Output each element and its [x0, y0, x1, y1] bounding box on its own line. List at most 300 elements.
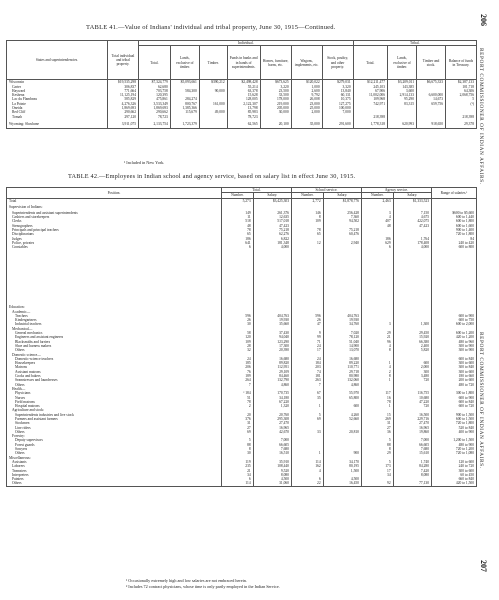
table-cell: 5: [291, 413, 323, 417]
table-cell: 30: [222, 322, 254, 326]
table-cell: 55,214: [227, 85, 260, 89]
table-cell: 6: [222, 245, 254, 249]
table-cell: 600 to 800: [432, 245, 477, 249]
table-cell: 78: [222, 400, 254, 404]
table-cell: 186: [222, 237, 254, 241]
table-cell: 8,080: [393, 473, 431, 477]
table-cell: 29,109: [253, 370, 291, 374]
table-cell: 918,650: [417, 119, 446, 129]
row-label: Disciplinarians: [7, 232, 222, 236]
table-cell: 629: [361, 241, 393, 245]
table-cell: 7: [222, 383, 254, 387]
t42-col-position: Position.: [7, 188, 222, 199]
table-cell: 7,000: [253, 438, 291, 442]
table-cell: 11: [222, 215, 254, 219]
table-cell: 109,968: [353, 97, 387, 101]
table-cell: 127,275: [322, 102, 353, 106]
table-cell: 80,980: [323, 374, 361, 378]
table-cell: 173: [361, 464, 393, 468]
table-cell: 3: [361, 211, 393, 215]
table-cell: 600 to 840: [432, 400, 477, 404]
table-cell: 2,940: [323, 241, 361, 245]
table-cell: 8: [361, 447, 393, 451]
table-cell: 15,610: [393, 451, 431, 455]
table-cell: 2: [361, 370, 393, 374]
table-cell: 4,260: [323, 413, 361, 417]
table-cell: 78: [222, 228, 254, 232]
row-label: Field matrons: [7, 400, 222, 404]
table-cell: 14,673: [417, 97, 446, 101]
table-cell: 34,180: [253, 396, 291, 400]
table-cell: 30: [222, 451, 254, 455]
t41-col-ind-wagons: Wagons, implements, etc.: [291, 46, 322, 80]
row-label: Red Cliff: [7, 110, 108, 114]
running-head-bottom: REPORT COMMISSIONER OF INDIAN AFFAIRS.: [478, 332, 484, 469]
row-label: Mechanical—: [7, 327, 222, 331]
table-cell: 2,068,756: [446, 93, 477, 97]
table-cell: 7: [291, 383, 323, 387]
row-label: Miscellaneous:: [7, 456, 222, 460]
row-label: Others: [7, 383, 222, 387]
table41-title: TABLE 41.—Value of Indians' individual and tribal property, June 30, 1915—Continued.: [86, 24, 336, 31]
t41-col-tr-total: Total.: [353, 46, 387, 80]
table-cell: 703,758: [139, 89, 171, 93]
table-cell: 48: [222, 224, 254, 228]
table-cell: 12: [291, 241, 323, 245]
table-cell: $12,211,477: [353, 80, 387, 85]
row-label: Painters: [7, 477, 222, 481]
table41: [6, 40, 477, 129]
row-label: Engineers and assistant engineers: [7, 335, 222, 339]
table-cell: 75,218: [323, 228, 361, 232]
table-cell: 720 to 1,200: [432, 447, 477, 451]
table-cell: 585,829: [108, 97, 139, 101]
table-cell: 5: [361, 460, 393, 464]
table-cell: 10,680: [393, 396, 431, 400]
row-label: Agriculture and stock:: [7, 408, 222, 412]
table-cell: [253, 203, 291, 211]
row-label: Wisconsin: [7, 80, 108, 85]
table-cell: 4: [361, 365, 393, 369]
t41-col-ind-funds: Funds in banks and in hands of superintendents.: [227, 46, 260, 80]
table-cell: 27,470: [393, 421, 431, 425]
table-cell: 261,376: [253, 211, 291, 215]
table-cell: 109: [222, 340, 254, 344]
table-cell: 47: [291, 322, 323, 326]
table-cell: 300 to 600: [432, 361, 477, 365]
table-cell: 26,008: [291, 97, 322, 101]
table-cell: 123,290: [253, 340, 291, 344]
table-cell: 27: [361, 426, 393, 430]
table-cell: 218,398: [446, 115, 477, 119]
table-cell: 181,348: [253, 241, 291, 245]
table-cell: 300: [393, 370, 431, 374]
table-cell: 101,718: [446, 85, 477, 89]
t41-group-individual: Individual.: [139, 41, 354, 46]
table-cell: 178,000: [260, 97, 291, 101]
table-cell: 55,970: [323, 391, 361, 395]
table-cell: 720 to 1,080: [432, 451, 477, 455]
table-cell: 20: [222, 413, 254, 417]
table-cell: 1,385,366: [170, 106, 199, 110]
table-cell: 5: [446, 97, 477, 101]
row-label: Oneida: [7, 106, 108, 110]
table-cell: 1,869,693: [108, 106, 139, 110]
table-cell: 49,000: [199, 110, 227, 114]
table-cell: 240 to 420: [432, 241, 477, 245]
table-cell: 17,300: [253, 344, 291, 348]
table-cell: 480 to 960: [432, 340, 477, 344]
table-cell: 116,755: [393, 391, 431, 395]
table-cell: 620,993: [388, 119, 417, 129]
t42-group-total: Total.: [222, 188, 292, 193]
table-cell: 110,771: [323, 365, 361, 369]
table-cell: 19,930: [253, 318, 291, 322]
document-page: [6, 0, 477, 600]
table-cell: 47,423: [253, 224, 291, 228]
table-cell: 78,723: [139, 115, 171, 119]
table-cell: 11,125,194: [108, 93, 139, 97]
table-cell: $390,212: [199, 80, 227, 85]
table-cell: 205,000: [260, 106, 291, 110]
table-cell: 12,635: [253, 215, 291, 219]
table-cell: $2,498,428: [227, 80, 260, 85]
table-cell: 115,679: [170, 110, 199, 114]
row-label: Cashiers and storekeepers: [7, 215, 222, 219]
table-row: [7, 250, 477, 310]
table-cell: [432, 250, 477, 310]
t42-sub-salary: Salary.: [393, 193, 431, 198]
table-cell: 1,723,379: [170, 119, 199, 129]
table-cell: 1: [361, 378, 393, 382]
table-cell: 64,306: [446, 89, 477, 93]
row-label: Deputy supervisors: [7, 438, 222, 442]
row-label: Forestry:: [7, 434, 222, 438]
table-cell: 600 to 900: [432, 314, 477, 318]
table-row: [7, 481, 477, 486]
table-cell: 218,398: [353, 115, 387, 119]
table-cell: 71: [291, 340, 323, 344]
table-cell: 15,920: [393, 335, 431, 339]
table-cell: 51,040: [323, 340, 361, 344]
table-cell: 4: [291, 469, 323, 473]
table-cell: 480 to 720: [432, 383, 477, 387]
table-cell: 300 to 600: [432, 469, 477, 473]
table-cell: 17: [291, 348, 323, 352]
table-cell: $6,675,333: [417, 80, 446, 85]
table-cell: 3,533,349: [139, 102, 171, 106]
table-cell: 178,408: [393, 241, 431, 245]
table-cell: 13,070: [323, 348, 361, 352]
table-cell: 9: [291, 331, 323, 335]
table-cell: [361, 203, 393, 211]
table-cell: 600 to 1,800: [432, 219, 477, 223]
row-label: Superintendents industries and live stock: [7, 413, 222, 417]
table-cell: 33: [291, 430, 323, 434]
row-label: Clerks: [7, 219, 222, 223]
table-cell: 376: [222, 417, 254, 421]
row-label: Judges: [7, 237, 222, 241]
t42-sub-salary: Salary.: [323, 193, 361, 198]
table-cell: 2,400: [393, 344, 431, 348]
table-cell: 84,280: [393, 464, 431, 468]
table-cell: 720: [393, 404, 431, 408]
t42-sub-number: Number.: [291, 193, 323, 198]
table-cell: 800,767: [170, 102, 199, 106]
table-cell: 185: [222, 361, 254, 365]
table-cell: 235: [222, 464, 254, 468]
table-cell: 475,861: [139, 97, 171, 101]
table-cell: 6: [361, 245, 393, 249]
table-cell: $5,093,661: [170, 80, 199, 85]
row-label: Seamstresses and laundresses: [7, 378, 222, 382]
table-cell: 6: [222, 477, 254, 481]
table-cell: 290,662: [139, 110, 171, 114]
table-cell: 58: [222, 331, 254, 335]
table-cell: 66,380: [393, 340, 431, 344]
table-cell: 31: [222, 421, 254, 425]
table-cell: 15: [361, 413, 393, 417]
table-cell: 269: [361, 417, 393, 421]
table-cell: 900 to 1,400: [432, 228, 477, 232]
table-cell: $19,535,298: [108, 80, 139, 85]
table-cell: 1,764: [393, 237, 431, 241]
table-cell: 1: [361, 361, 393, 365]
table-cell: 31,060: [253, 481, 291, 486]
table-cell: 65,800: [323, 396, 361, 400]
table-cell: 62,565: [227, 119, 260, 129]
t41-col-tr-lands: Lands, exclusive of timber.: [388, 46, 417, 80]
t41-col-total-all: Total individual and tribal property.: [108, 41, 139, 80]
table-cell: 74: [291, 370, 323, 374]
table-cell: 24: [222, 357, 254, 361]
row-label: Keshena: [7, 93, 108, 97]
table-cell: 83,315: [388, 102, 417, 106]
t41-group-tribal: Tribal.: [353, 41, 476, 46]
table-cell: 600 to 1,440: [432, 215, 477, 219]
row-label: Carter: [7, 85, 108, 89]
table-cell: 422,075: [393, 219, 431, 223]
table-cell: 600 to 1,600: [432, 224, 477, 228]
table-cell: 720 to 1,800: [432, 421, 477, 425]
table-cell: 641: [222, 241, 254, 245]
table-cell: 7,000: [322, 110, 353, 114]
row-label: Forest guards: [7, 443, 222, 447]
table-cell: 35: [291, 396, 323, 400]
table-cell: 35,000: [291, 119, 322, 129]
table-cell: 89,820: [253, 361, 291, 365]
table-cell: 480 to 900: [432, 443, 477, 447]
table-cell: 420 to 1,500: [432, 481, 477, 486]
table-cell: 600: [393, 361, 431, 365]
table-cell: 13,840: [322, 89, 353, 93]
table-cell: 2: [222, 404, 254, 408]
row-label: Superintendents and assistant superintendents: [7, 211, 222, 215]
table-cell: 1,869,693: [139, 106, 171, 110]
table-cell: 60,476: [323, 232, 361, 236]
row-label: Cooks and bakers: [7, 374, 222, 378]
row-label: La Pointe: [7, 102, 108, 106]
table-cell: 2,000: [291, 110, 322, 114]
table-cell: [432, 203, 477, 211]
table-cell: $673,625: [260, 80, 291, 85]
table-cell: 900: [323, 451, 361, 455]
table-cell: 189: [222, 374, 254, 378]
row-label: Industrial teachers: [7, 322, 222, 326]
row-label: Line riders: [7, 426, 222, 430]
table-cell: 596: [291, 314, 323, 318]
table-cell: 34,760: [323, 322, 361, 326]
page-number-right: 207: [479, 560, 488, 572]
table-cell: 1,740: [393, 460, 431, 464]
row-label: Hayward: [7, 89, 108, 93]
running-head-top: REPORT COMMISSIONER OF INDIAN AFFAIRS.: [478, 48, 484, 185]
table-cell: 78: [291, 228, 323, 232]
table-cell: 240 to 720: [432, 464, 477, 468]
table-cell: 1,778,318: [353, 119, 387, 129]
table-cell: 1,300: [393, 322, 431, 326]
table-cell: 520 to 840: [432, 426, 477, 430]
table-cell: 69: [222, 430, 254, 434]
table-cell: 4,860: [253, 383, 291, 387]
table-cell: [253, 250, 291, 310]
row-label: Constables: [7, 245, 222, 249]
table-cell: 7,420: [393, 469, 431, 473]
table-cell: 16,680: [323, 357, 361, 361]
row-label: Hospital matrons: [7, 404, 222, 408]
table-cell: 720: [393, 378, 431, 382]
t42-sub-salary: Salary.: [253, 193, 291, 198]
table-cell: 600 to 2,000: [432, 322, 477, 326]
row-label: Academic—: [7, 310, 222, 314]
table-cell: 2,772: [291, 198, 323, 203]
table-cell: [323, 203, 361, 211]
table-cell: $279,031: [322, 80, 353, 85]
row-label: Interpreters: [7, 473, 222, 477]
table-cell: 36: [361, 430, 393, 434]
table-cell: 290,662: [108, 110, 139, 114]
t41-col-tr-balance: Balance of funds in Treasury.: [446, 46, 477, 80]
table-cell: 132,060: [323, 378, 361, 382]
table-cell: 16,450: [323, 481, 361, 486]
t41-col-ind-lands: Lands, exclusive of timber.: [170, 46, 199, 80]
row-label: Others: [7, 481, 222, 486]
table-cell: 1,320: [253, 404, 291, 408]
row-label: Others: [7, 430, 222, 434]
table-cell: 20,100: [260, 119, 291, 129]
table-cell: 77,130: [393, 481, 431, 486]
table-cell: 600 to 840: [432, 357, 477, 361]
table-cell: 62,276: [253, 232, 291, 236]
row-label: Principals and principal teachers: [7, 228, 222, 232]
table-cell: 7,000: [393, 438, 431, 442]
table-cell: 203: [291, 365, 323, 369]
table-cell: 3,911,075: [108, 119, 139, 129]
table-cell: $2,387,133: [446, 80, 477, 85]
table-cell: 2,463: [361, 198, 393, 203]
table-cell: 29,718: [323, 370, 361, 374]
table-cell: 8: [291, 215, 323, 219]
table-cell: 206: [222, 365, 254, 369]
table-cell: 27,470: [253, 421, 291, 425]
table-cell: 67,220: [253, 400, 291, 404]
t42-group-school: School service.: [291, 188, 361, 193]
table-cell: 34: [222, 473, 254, 477]
table-cell: 7,680: [393, 447, 431, 451]
table-cell: 78: [361, 400, 393, 404]
table-cell: 7,020: [323, 331, 361, 335]
table-cell: 4,500: [253, 477, 291, 481]
table-cell: 65: [222, 232, 254, 236]
table-cell: 284,274: [170, 97, 199, 101]
table-cell: 245,103: [353, 85, 387, 89]
table-cell: 20,760: [253, 413, 291, 417]
table-cell: 420 to 1,200: [432, 335, 477, 339]
table-cell: 180 to 660: [432, 374, 477, 378]
table-cell: 181: [291, 374, 323, 378]
table-cell: 517,018: [253, 219, 291, 223]
row-label: Lac du Flambeau: [7, 97, 108, 101]
table-cell: 600 to 900: [432, 396, 477, 400]
row-label: Supervision of Indians:: [7, 203, 222, 211]
table-cell: 119: [222, 460, 254, 464]
table-cell: 14,900: [323, 344, 361, 348]
table-cell: 24: [291, 357, 323, 361]
table-cell: 132,790: [253, 378, 291, 382]
table-cell: 3,220: [260, 85, 291, 89]
table-cell: 5: [222, 438, 254, 442]
table-cell: [222, 250, 254, 310]
table-cell: 600: [323, 404, 361, 408]
table-cell: 19,930: [323, 318, 361, 322]
table-cell: 90,000: [199, 89, 227, 93]
table-cell: 186: [361, 237, 393, 241]
table-cell: 4: [361, 215, 393, 219]
table-cell: 219,000: [260, 102, 291, 106]
table-cell: 771,664: [108, 89, 139, 93]
table-cell: 659,756: [417, 102, 446, 106]
table-cell: 95,290: [388, 97, 417, 101]
table-cell: 85,983: [227, 110, 260, 114]
table-row: [7, 119, 477, 129]
table-cell: 306,837: [108, 85, 139, 89]
table-cell: 146: [291, 211, 323, 215]
table-cell: 80,195: [323, 464, 361, 468]
row-label: Domestic science—: [7, 353, 222, 357]
table-cell: 8: [222, 447, 254, 451]
table-cell: 8,080: [253, 473, 291, 477]
table-cell: 600 to 1,500: [432, 417, 477, 421]
table-cell: 37,430: [253, 331, 291, 335]
table-cell: 3: [361, 322, 393, 326]
table-cell: 29: [361, 331, 393, 335]
t41-col-ind-homes: Homes, furniture, barns, etc.: [260, 46, 291, 80]
row-label: Total: [7, 198, 222, 203]
table-cell: 300 to 900: [432, 348, 477, 352]
row-label: Shoe and harness makers: [7, 344, 222, 348]
row-label: Assistant matrons: [7, 370, 222, 374]
table-cell: 900 to 1,500: [432, 413, 477, 417]
table-cell: 19,860: [393, 430, 431, 434]
table-cell: 1: [291, 404, 323, 408]
table-cell: 10,375: [322, 97, 353, 101]
table-cell: 120 to 600: [432, 460, 477, 464]
table-cell: 16,965: [253, 426, 291, 430]
table-cell: 1,200 to 1,500: [432, 438, 477, 442]
table-cell: 26: [291, 318, 323, 322]
table-cell: 21: [222, 469, 254, 473]
t42-group-agency: Agency service.: [361, 188, 431, 193]
